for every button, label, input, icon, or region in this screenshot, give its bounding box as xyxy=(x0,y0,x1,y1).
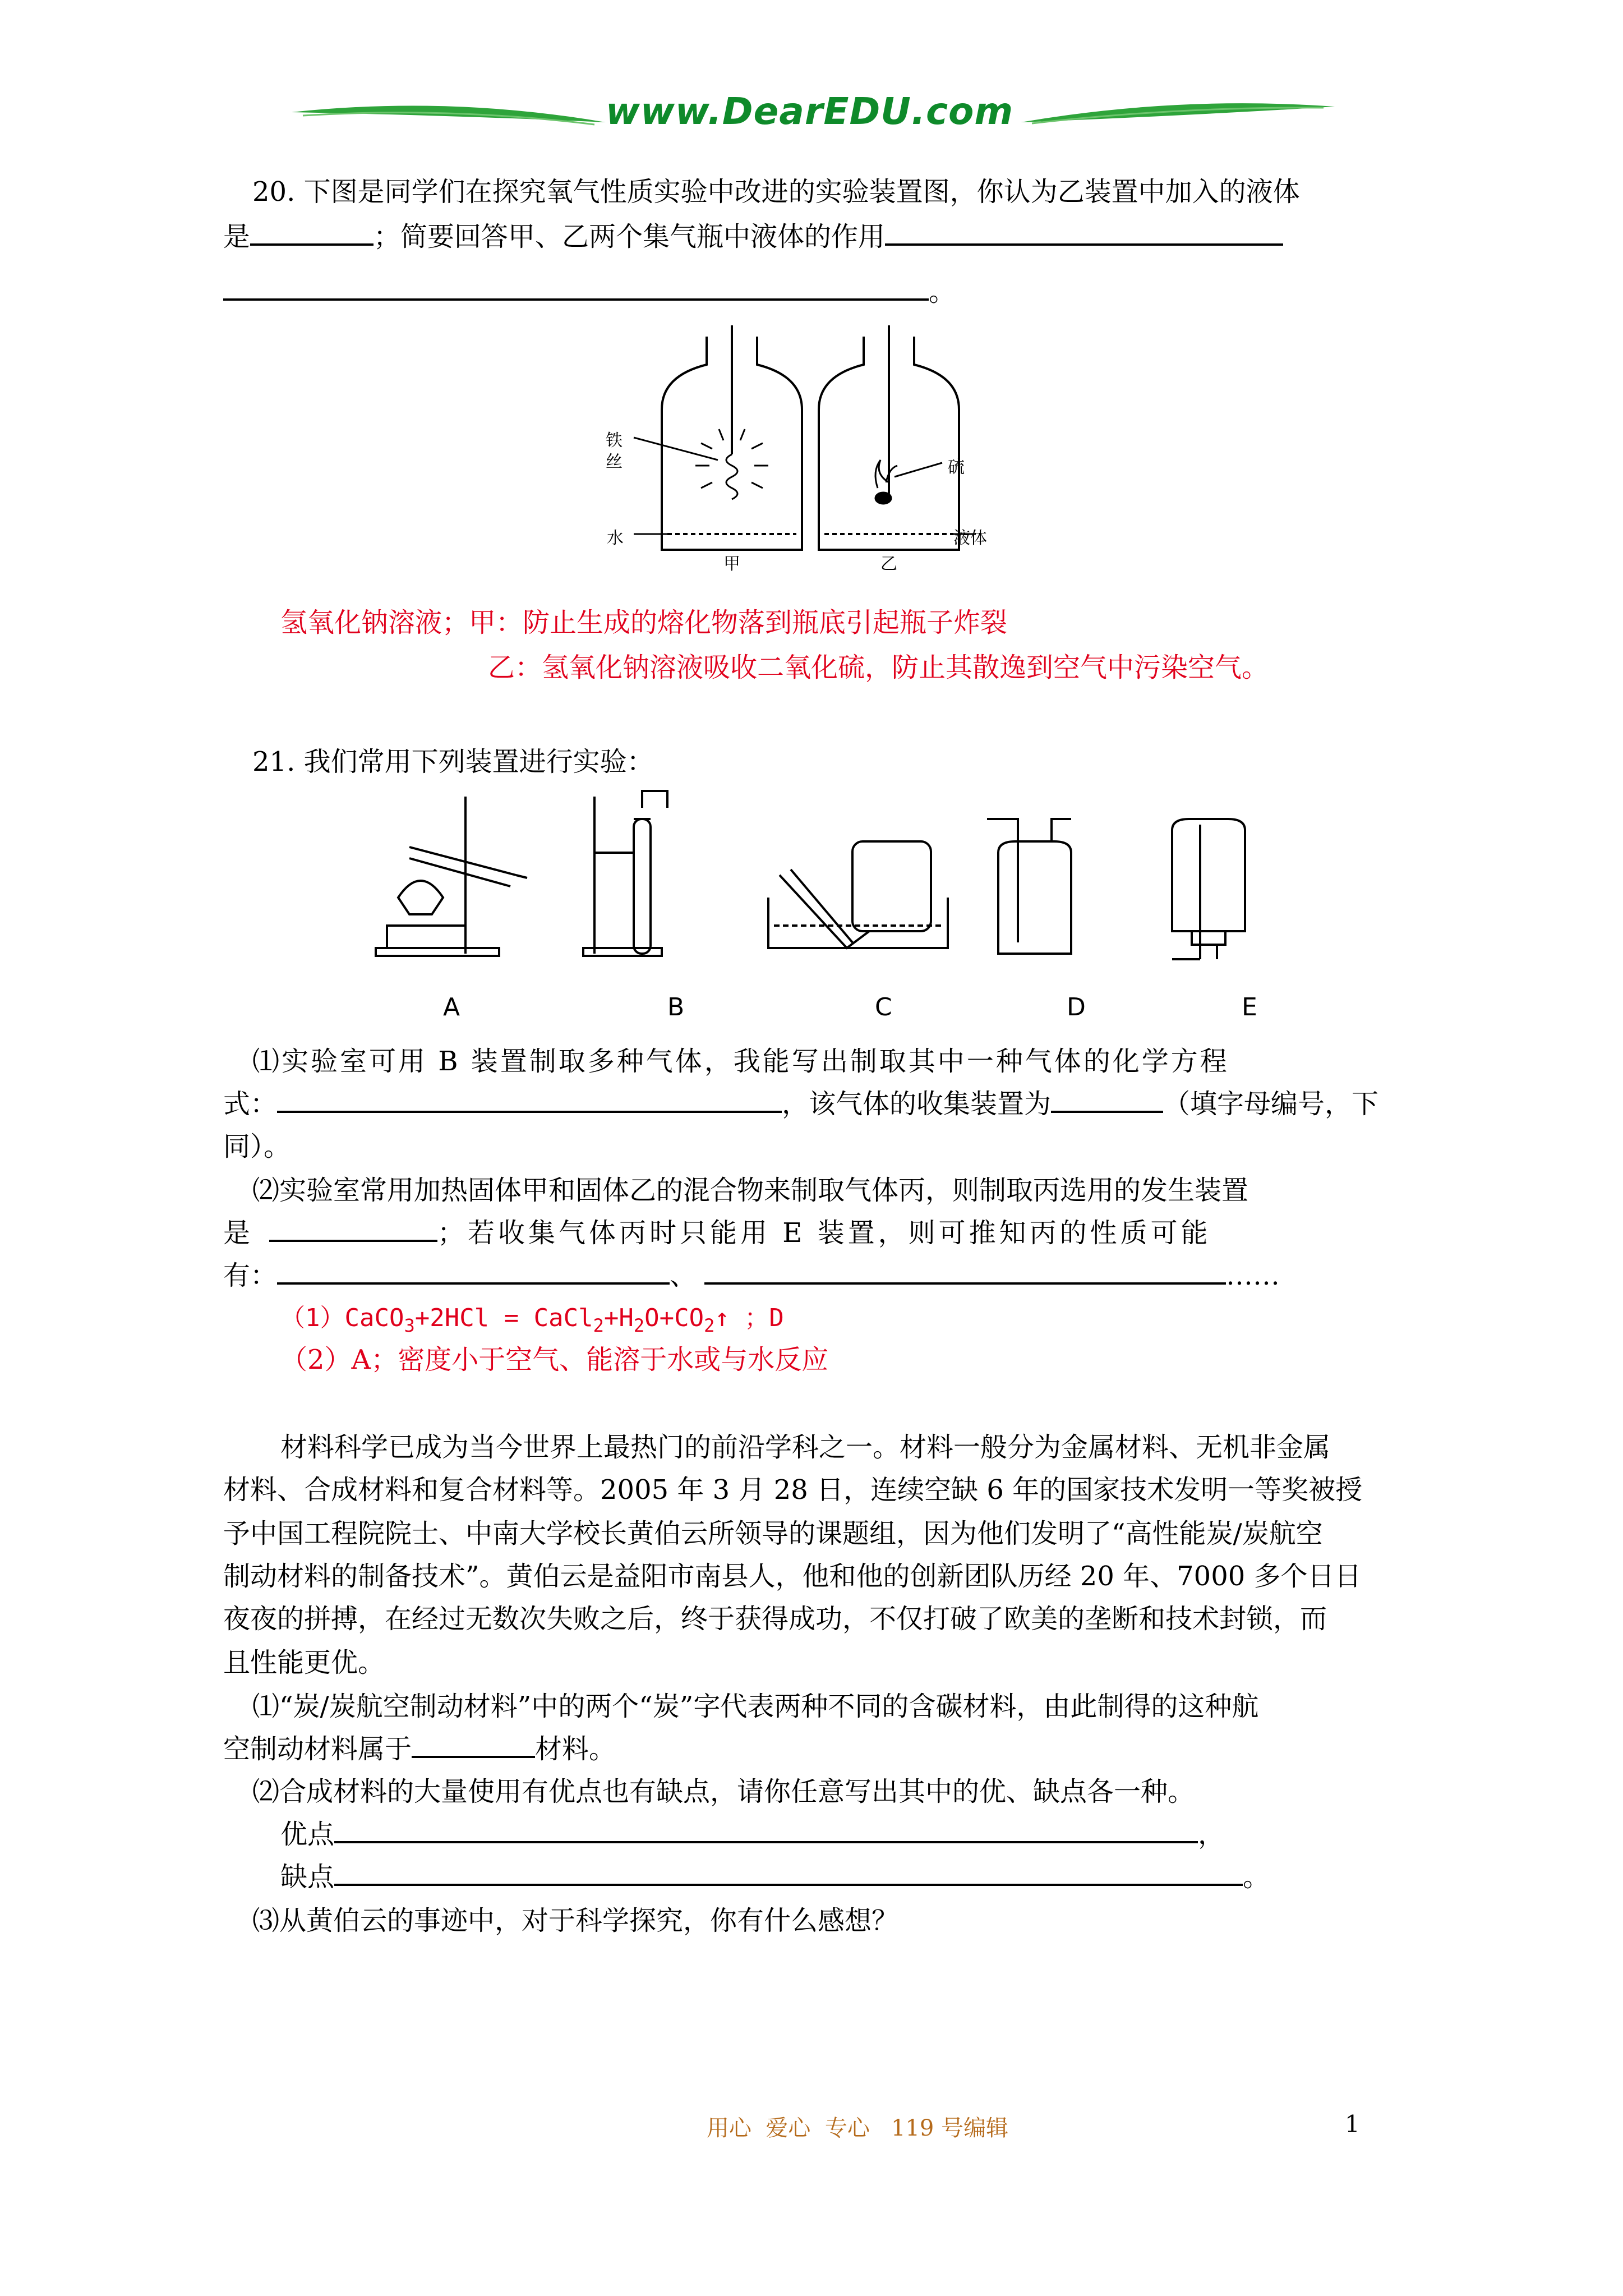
passage-advantage xyxy=(280,1812,1225,1857)
disadvantage-label: 缺点 xyxy=(280,1861,335,1893)
passage-line-2: 材料、合成材料和复合材料等。2005 年 3 月 28 日，连续空缺 6 年的国家技术发明一等奖被授 xyxy=(223,1474,1363,1506)
passage-q1-line2 xyxy=(223,1727,616,1772)
passage-disadvantage xyxy=(280,1855,1270,1899)
apparatus-label-e: E xyxy=(1242,993,1257,1022)
q21-p2-line3 xyxy=(223,1253,1280,1298)
passage-blank-material[interactable] xyxy=(412,1727,535,1758)
header-swoosh-left xyxy=(292,101,606,135)
site-logo: www.DearEDU.com xyxy=(606,90,1014,133)
header-banner xyxy=(292,90,1335,146)
disadvantage-blank[interactable] xyxy=(334,1855,1243,1886)
q21-intro: 21. 我们常用下列装置进行实验： xyxy=(252,746,654,777)
disadvantage-end: 。 xyxy=(1243,1861,1270,1893)
passage-line-3: 予中国工程院院士、中南大学校长黄伯云所领导的课题组，因为他们发明了“高性能炭/炭航空 xyxy=(223,1518,1323,1549)
q20-line2-prefix: 是 xyxy=(223,221,251,252)
passage-q2: ⑵合成材料的大量使用有优点也有缺点，请你任意写出其中的优、缺点各一种。 xyxy=(252,1776,1195,1807)
q21-blank-collector[interactable] xyxy=(1051,1082,1163,1113)
q21-blank-property-b[interactable] xyxy=(704,1253,1226,1285)
apparatus-e xyxy=(1172,819,1245,959)
label-jia: 甲 xyxy=(723,554,740,574)
q21-p2-line1: ⑵实验室常用加热固体甲和固体乙的混合物来制取气体丙，则制取丙选用的发生装置 xyxy=(252,1175,1249,1206)
apparatus-c xyxy=(768,841,948,948)
apparatus-d xyxy=(987,819,1071,954)
label-yi: 乙 xyxy=(880,554,897,574)
q21-p1-line1: ⑴实验室可用 B 装置制取多种气体，我能写出制取其中一种气体的化学方程 xyxy=(252,1046,1229,1077)
passage-q3: ⑶从黄伯云的事迹中，对于科学探究，你有什么感想？ xyxy=(252,1905,899,1936)
footer-text: 用心 爱心 专心 119 号编辑 xyxy=(707,2115,1009,2141)
page-number: 1 xyxy=(1345,2110,1360,2138)
passage-q1-end: 材料。 xyxy=(535,1733,616,1765)
q21-p2-line2-prefix: 是 xyxy=(223,1217,251,1249)
q21-p1-line2-end: （填字母编号，下 xyxy=(1163,1088,1379,1120)
q20-line2 xyxy=(223,214,1283,259)
q20-answer-2: 乙：氢氧化钠溶液吸收二氧化硫，防止其散逸到空气中污染空气。 xyxy=(488,652,1269,683)
advantage-blank[interactable] xyxy=(334,1812,1198,1843)
q21-p1-line2-prefix: 式： xyxy=(223,1088,278,1120)
passage-line-4: 制动材料的制备技术”。黄伯云是益阳市南县人，他和他的创新团队历经 20 年、7000 多个日日 xyxy=(223,1561,1362,1592)
q21-answer-2: （2）A；密度小于空气、能溶于水或与水反应 xyxy=(280,1344,829,1375)
q21-p1-line3: 同）。 xyxy=(223,1131,291,1162)
passage-line-1: 材料科学已成为当今世界上最热门的前沿学科之一。材料一般分为金属材料、无机非金属 xyxy=(280,1432,1331,1463)
jar-jia xyxy=(662,325,802,550)
q20-line3-end: 。 xyxy=(929,276,956,307)
q21-blank-generator[interactable] xyxy=(269,1211,437,1242)
header-swoosh-right xyxy=(1021,101,1335,135)
q21-p1-line2 xyxy=(223,1082,1378,1126)
q21-blank-property-a[interactable] xyxy=(277,1253,670,1285)
apparatus-label-a: A xyxy=(443,993,460,1022)
q21-p2-line3-sep: 、 xyxy=(670,1260,697,1291)
label-sulfur: 硫 xyxy=(948,458,965,477)
q20-line1: 20. 下图是同学们在探究氧气性质实验中改进的实验装置图，你认为乙装置中加入的液体 xyxy=(252,176,1300,208)
q20-blank-purpose-b[interactable] xyxy=(223,269,929,301)
apparatus-label-c: C xyxy=(875,993,892,1022)
q21-p2-line3-end: …… xyxy=(1226,1260,1280,1291)
label-iron: 铁 xyxy=(606,431,623,450)
advantage-label: 优点 xyxy=(280,1819,335,1850)
q20-line2-mid: ；简要回答甲、乙两个集气瓶中液体的作用 xyxy=(374,221,886,252)
apparatus-label-d: D xyxy=(1067,993,1086,1022)
q20-blank-liquid[interactable] xyxy=(250,214,374,246)
label-wire: 丝 xyxy=(606,452,623,472)
q21-p2-line2 xyxy=(223,1211,1211,1255)
apparatus-label-b: B xyxy=(667,993,685,1022)
jar-yi xyxy=(819,325,959,550)
q21-blank-equation[interactable] xyxy=(277,1082,782,1113)
q21-p2-line3-prefix: 有： xyxy=(223,1260,278,1291)
sulfur-spoon xyxy=(875,460,897,504)
apparatus-a xyxy=(376,797,527,956)
label-liquid: 液体 xyxy=(953,528,987,548)
advantage-end: ， xyxy=(1198,1819,1225,1850)
label-water: 水 xyxy=(607,528,624,548)
q21-answer-1: （1）CaCO$_3$+2HCl = $CaCl_2+H_2O+CO_2↑$ ；D xyxy=(280,1304,784,1336)
q21-p1-line2-mid: ，该气体的收集装置为 xyxy=(782,1088,1052,1120)
q20-figure xyxy=(628,325,998,572)
q20-line3 xyxy=(223,269,956,314)
q21-p2-line2-mid: ；若收集气体丙时只能用 E 装置，则可推知丙的性质可能 xyxy=(437,1217,1211,1249)
q20-blank-purpose-a[interactable] xyxy=(885,214,1283,246)
q20-answer-1: 氢氧化钠溶液；甲：防止生成的熔化物落到瓶底引起瓶子炸裂 xyxy=(280,607,1008,638)
passage-q1-prefix: 空制动材料属于 xyxy=(223,1733,412,1765)
q21-apparatus-figure xyxy=(365,785,1290,965)
passage-q1-line1: ⑴“炭/炭航空制动材料”中的两个“炭”字代表两种不同的含碳材料，由此制得的这种航 xyxy=(252,1691,1259,1722)
passage-line-6: 且性能更优。 xyxy=(223,1647,385,1678)
passage-line-5: 夜夜的拼搏，在经过无数次失败之后，终于获得成功，不仅打破了欧美的垄断和技术封锁，而 xyxy=(223,1603,1327,1635)
apparatus-b xyxy=(583,791,667,956)
